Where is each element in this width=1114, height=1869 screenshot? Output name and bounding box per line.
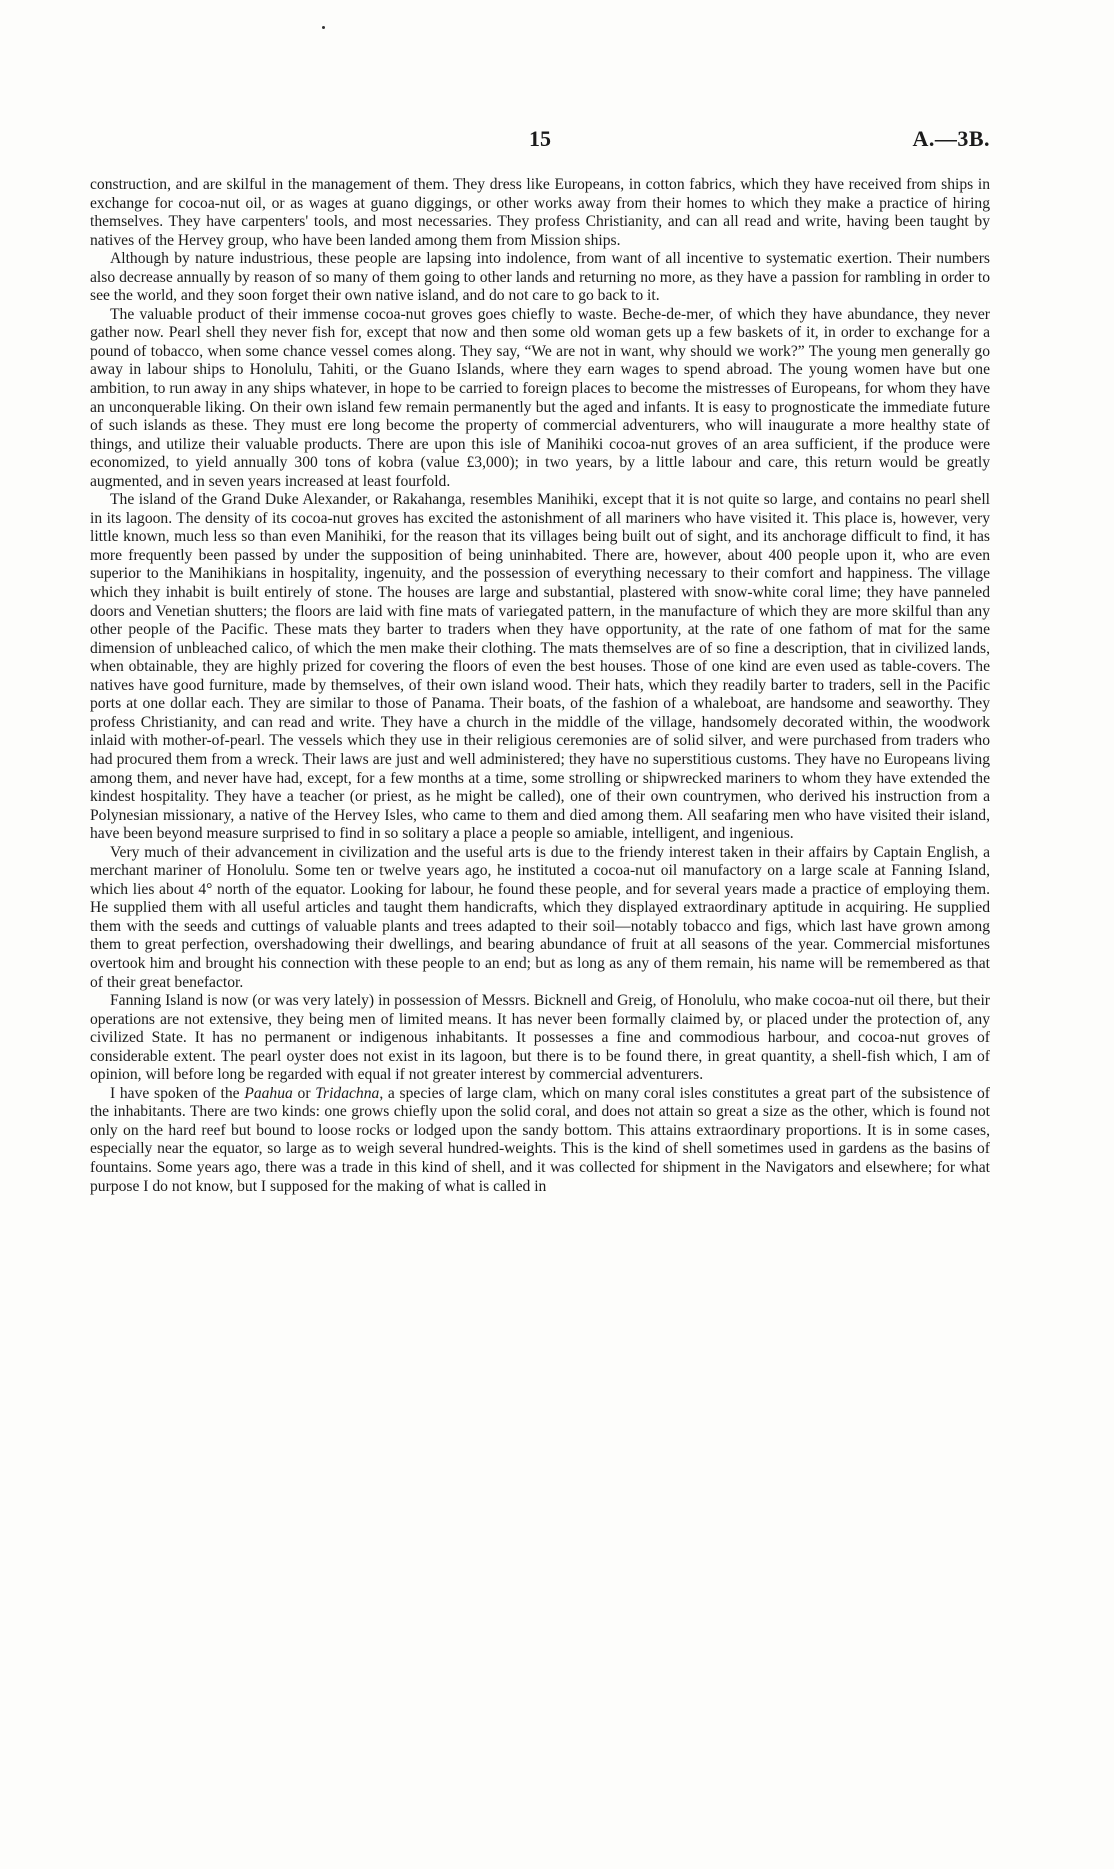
paragraph: The island of the Grand Duke Alexander, or Rakahanga, resembles Manihiki, except that it is not quite so large, and contains no pearl shell in its lagoon. The density of its cocoa-nut groves has excited the astonishment of all mariners who have visited it. This place is, however, very little known, much less so than even Manihiki, for the reason that its villages being built out of sight, and its anchorage difficult to find, it has more frequently been passed by under the supposition of being uninhabited. There are, however, about 400 people upon it, who are even superior to the Manihikians in hospitality, ingenuity, and the possession of everything necessary to their comfort and happiness. The village which they inhabit is built entirely of stone. The houses are large and substantial, plastered with snow-white coral lime; they have panneled doors and Venetian shutters; the floors are laid with fine mats of variegated pattern, in the manufacture of which they are more skilful than any other people of the Pacific. These mats they barter to traders when they have opportunity, at the rate of one fathom of mat for the same dimension of unbleached calico, of which the men make their clothing. The mats themselves are of so fine a description, that in civilized lands, when obtainable, they are highly prized for covering the floors of even the best houses. Those of one kind are even used as table-covers. The natives have good furniture, made by themselves, of their own island wood. Their hats, which they readily barter to traders, sell in the Pacific ports at one dollar each. They are similar to those of Panama. Their boats, of the fashion of a whaleboat, are handsome and seaworthy. They profess Christianity, and can read and write. They have a church in the middle of the village, handsomely decorated within, the woodwork inlaid with mother-of-pearl. The vessels which they use in their religious ceremonies are of solid silver, and were purchased from traders who had procured them from a wreck. Their laws are just and well administered; they have no superstitious customs. They have no Europeans living among them, and never have had, except, for a few months at a time, some strolling or shipwrecked mariners to whom they have extended the kindest hospitality. They have a teacher (or priest, as he might be called), one of their own countrymen, who derived his instruction from a Polynesian missionary, a native of the Hervey Isles, who came to them and died among them. All seafaring men who have visited their island, have been beyond measure surprised to find in so solitary a place a people so amiable, intelligent, and ingenious.	[90, 491, 990, 843]
italic-term: Tridachna	[315, 1084, 380, 1102]
text-run: , a species of large clam, which on many coral isles constitutes a great part of the subsistence of the inhabitants. There are two kinds: one grows chiefly upon the solid coral, and does not attain so great a size as the other, which is found not only on the hard reef but bound to loose rocks or lodged upon the sandy bottom. This attains extraordinary proportions. It is in some cases, especially near the equator, so large as to weigh several hundred-weights. This is the kind of shell sometimes used in gardens as the basins of fountains. Some years ago, there was a trade in this kind of shell, and it was collected for shipment in the Navigators and elsewhere; for what purpose I do not know, but I supposed for the making of what is called in	[90, 1084, 990, 1195]
paragraph	[90, 1085, 990, 1196]
page-number: 15	[529, 126, 551, 151]
italic-term: Paahua	[244, 1084, 293, 1102]
document-reference: A.—3B.	[912, 126, 990, 151]
page-header	[90, 126, 990, 158]
paragraph: Although by nature industrious, these people are lapsing into indolence, from want of all incentive to systematic exertion. Their numbers also decrease annually by reason of so many of them going to other lands and returning no more, as they have a passion for rambling in order to see the world, and they soon forget their own native island, and do not care to go back to it.	[90, 250, 990, 305]
paragraph: The valuable product of their immense cocoa-nut groves goes chiefly to waste. Beche-de-mer, of which they have abundance, they never gather now. Pearl shell they never fish for, except that now and then some old woman gets up a few baskets of it, in order to exchange for a pound of tobacco, when some chance vessel comes along. They say, “We are not in want, why should we work?” The young men generally go away in labour ships to Honolulu, Tahiti, or the Guano Islands, where they earn wages to spend abroad. The young women have but one ambition, to run away in any ships whatever, in hope to be carried to foreign places to become the mistresses of Europeans, for whom they have an unconquerable liking. On their own island few remain permanently but the aged and infants. It is easy to prognosticate the immediate future of such islands as these. They must ere long become the property of commercial adventurers, who will inaugurate a more healthy state of things, and utilize their valuable products. There are upon this isle of Manihiki cocoa-nut groves of an area sufficient, if the produce were economized, to yield annually 300 tons of kobra (value £3,000); in two years, by a little labour and care, this return would be greatly augmented, and in seven years increased at least fourfold.	[90, 305, 990, 490]
paragraph: construction, and are skilful in the management of them. They dress like Europeans, in cotton fabrics, which they have received from ships in exchange for cocoa-nut oil, or as wages at guano diggings, or other works away from their homes to which they make a practice of hiring themselves. They have carpenters' tools, and most necessaries. They profess Christianity, and can all read and write, having been taught by natives of the Hervey group, who have been landed among them from Mission ships.	[90, 176, 990, 249]
body-text	[90, 176, 990, 1196]
text-run: or	[292, 1084, 316, 1102]
text-run: I have spoken of the	[110, 1084, 245, 1102]
paragraph: Fanning Island is now (or was very lately) in possession of Messrs. Bicknell and Greig, of Honolulu, who make cocoa-nut oil there, but their operations are not extensive, they being men of limited means. It has never been formally claimed by, or placed under the protection of, any civilized State. It has no permanent or indigenous inhabitants. It possesses a fine and commodious harbour, and cocoa-nut groves of considerable extent. The pearl oyster does not exist in its lagoon, but there is to be found there, in great quantity, a shell-fish which, I am of opinion, will before long be regarded with equal if not greater interest by commercial adventurers.	[90, 992, 990, 1084]
paragraph: Very much of their advancement in civilization and the useful arts is due to the friendy interest taken in their affairs by Captain English, a merchant mariner of Honolulu. Some ten or twelve years ago, he instituted a cocoa-nut oil manufactory on a large scale at Fanning Island, which lies about 4° north of the equator. Looking for labour, he found these people, and for several years made a practice of employing them. He supplied them with all useful articles and taught them handicrafts, which they displayed extraordinary aptitude in acquiring. He supplied them with the seeds and cuttings of valuable plants and trees adapted to their soil—notably tobacco and figs, which last have grown among them to great perfection, overshadowing their dwellings, and bearing abundance of fruit at all seasons of the year. Commercial misfortunes overtook him and brought his connection with these people to an end; but as long as any of them remain, his name will be remembered as that of their great benefactor.	[90, 843, 990, 991]
scan-speck	[322, 26, 325, 29]
